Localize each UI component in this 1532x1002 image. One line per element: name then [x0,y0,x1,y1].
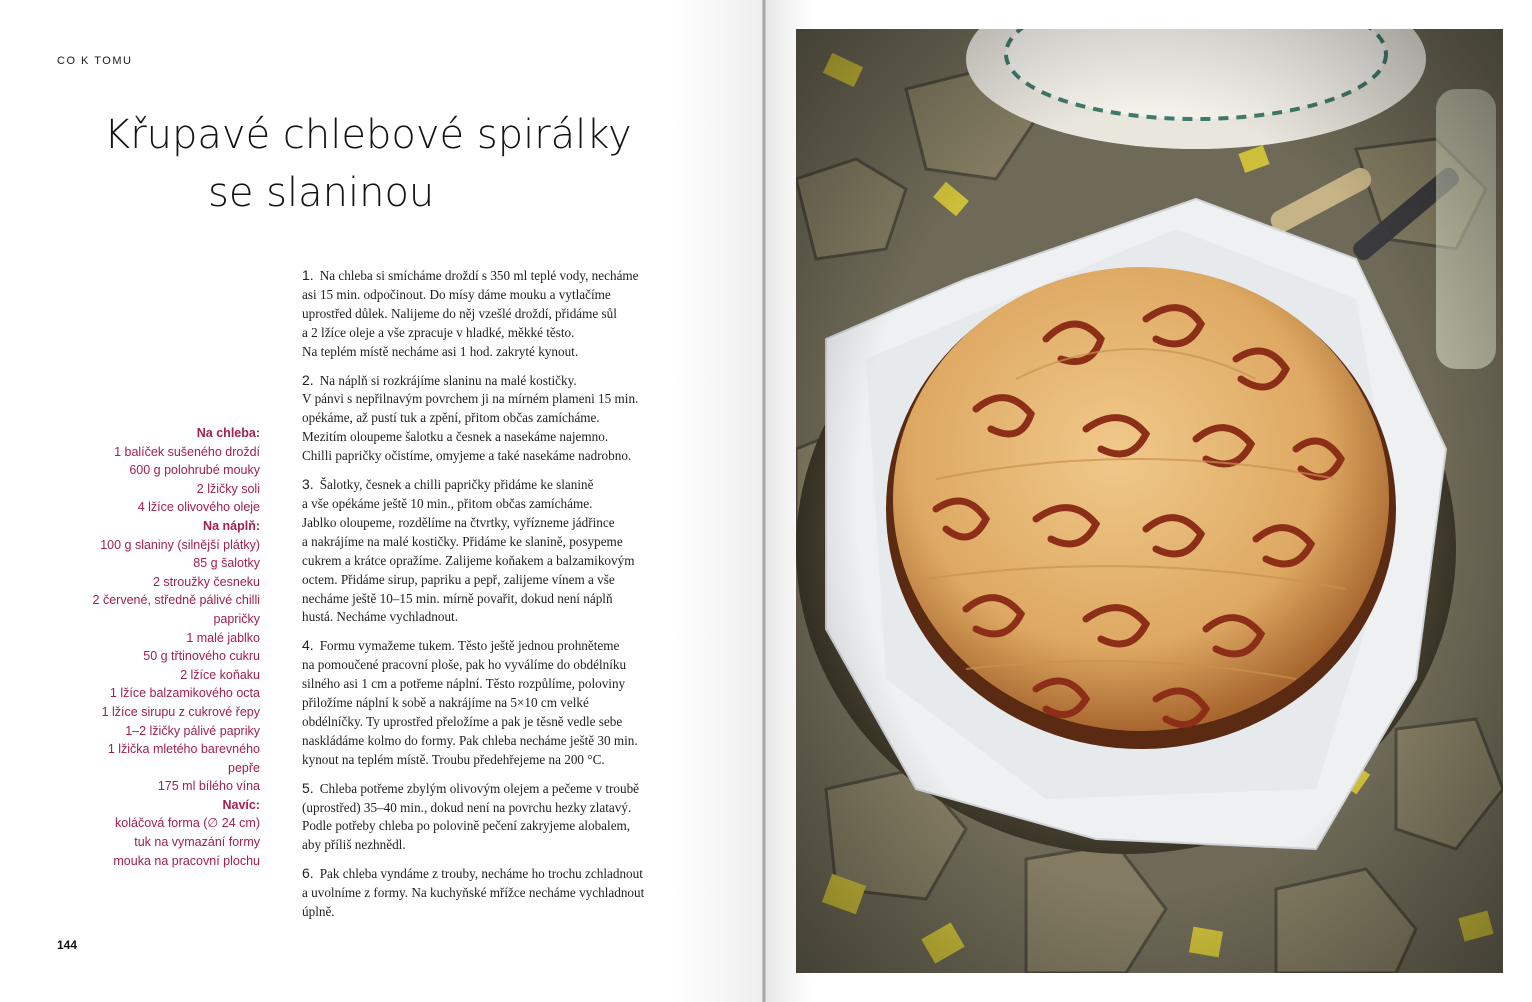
ingredient-group-heading: Na chleba: [196,426,260,440]
step-number: 5. [302,779,314,796]
instruction-step [302,475,682,627]
step-text-line: obdélníčky. Ty uprostřed přeložíme a pak je těsně vedle sebe [302,713,623,729]
step-text-line: úplně. [302,904,335,920]
ingredient-item: 85 g šalotky [193,556,260,571]
ingredient-item: 1 balíček sušeného droždí [114,444,260,459]
ingredient-item: 50 g třtinového cukru [143,649,260,664]
ingredient-item: 2 červené, středně pálivé chilli [92,593,260,608]
ingredient-item: tuk na vymazání formy [134,835,260,850]
step-text: Na náplň si rozkrájíme slaninu na malé kostičky. [319,372,577,388]
step-text-line: kynout na teplém místě. Troubu předehřejeme na 200 °C. [302,751,605,767]
step-text-line: Podle potřeby chleba po polovině pečení zakryjeme alobalem, [302,818,631,834]
step-text-line: uprostřed důlek. Nalijeme do něj vzešlé droždí, přidáme sůl [302,305,617,321]
step-text-line: Chilli papričky očistíme, omyjeme a také nasekáme nadrobno. [302,448,632,464]
left-page [0,0,764,1002]
ingredient-list [60,424,260,870]
food-photo-illustration [796,29,1503,973]
step-number: 6. [302,865,314,882]
step-text: Formu vymažeme tukem. Těsto ještě jednou prohněteme [319,638,620,654]
instruction-step [302,371,682,467]
instruction-step [302,779,682,856]
step-text-line: cukrem a krátce opražíme. Zalijeme koňakem a balzamikovým [302,552,635,568]
page-number: 144 [57,938,78,952]
step-number: 2. [302,371,314,388]
step-text-line: necháme ještě 10–15 min. mírně povařit, dokud není náplň [302,590,613,606]
step-text: Pak chleba vyndáme z trouby, necháme ho trochu zchladnout [319,866,643,882]
step-number: 1. [302,267,314,283]
step-text-line: Mezitím oloupeme šalotku a česnek a nasekáme najemno. [302,429,609,445]
step-text-line: asi 15 min. odpočinout. Do mísy dáme mouku a vytlačíme [302,286,611,302]
step-text-line [302,779,682,799]
instruction-step [302,636,682,769]
step-text-line: hustá. Necháme vychladnout. [302,609,459,625]
ingredient-item: 4 lžíce olivového oleje [137,500,260,515]
step-text-line: Jablko oloupeme, rozdělíme na čtvrtky, vyřízneme jádřince [302,514,615,530]
step-text-line: V pánvi s nepřilnavým povrchem ji na mírném plameni 15 min. [302,391,639,407]
step-text-line: opékáme, až pustí tuk a zpění, přitom občas zamícháme. [302,410,600,426]
section-label: CO K TOMU [57,55,133,67]
step-text-line: a 2 lžíce oleje a vše zpracuje v hladké, měkké těsto. [302,324,575,340]
ingredient-item: 1 lžíce sirupu z cukrové řepy [101,704,260,719]
ingredient-item: 1 malé jablko [186,630,260,645]
step-text-line: na pomoučené pracovní ploše, pak ho vyválíme do obdélníku [302,657,627,673]
step-text-line: aby příliš nezhnědl. [302,837,406,853]
step-text-line: a nakrájíme na malé kostičky. Přidáme ke slanině, posypeme [302,533,623,549]
step-text-line [302,475,682,495]
instruction-steps [302,266,682,931]
ingredient-group-heading: Navíc: [222,797,260,812]
recipe-title [104,106,724,222]
recipe-title-line-2: se slaninou [208,170,435,216]
step-text: Chleba potřeme zbylým olivovým olejem a pečeme v troubě [319,780,640,796]
step-text-line: (uprostřed) 35–40 min., dokud není na povrchu hezky zlatavý. [302,799,632,815]
ingredient-item: 1 lžíce balzamikového octa [109,686,260,701]
ingredient-item: mouka na pracovní plochu [113,853,260,868]
ingredient-item: 2 lžíce koňaku [180,667,260,682]
step-text-line [302,636,682,656]
step-number: 4. [302,637,314,654]
ingredient-item: 100 g slaniny (silnější plátky) [100,537,260,552]
ingredient-item: papričky [213,611,260,626]
ingredient-item: koláčová forma (∅ 24 cm) [115,816,260,831]
ingredient-item: 1 lžička mletého barevného [107,742,260,757]
ingredient-item: 175 ml bílého vína [157,779,260,794]
step-text: Šalotky, česnek a chilli papričky přidáme ke slanině [319,477,594,493]
step-text-line: naskládáme kolmo do formy. Pak chleba necháme ještě 30 min. [302,732,638,748]
step-text-line: octem. Přidáme sirup, papriku a pepř, zalijeme vínem a vše [302,571,615,587]
food-photo [796,29,1503,973]
step-text-line [302,864,682,884]
ingredient-item: 2 stroužky česneku [153,574,260,589]
ingredient-group-heading: Na náplň: [203,518,260,533]
step-text-line: silného asi 1 cm a potřeme náplní. Těsto rozpůlíme, poloviny [302,676,626,692]
step-text: Na chleba si smícháme droždí s 350 ml teplé vody, necháme [319,268,639,283]
step-number: 3. [302,476,314,493]
step-text-line [302,266,682,286]
recipe-title-line-1: Křupavé chlebové spirálky [104,112,632,158]
step-text-line: Na teplém místě necháme asi 1 hod. zakryté kynout. [302,343,579,359]
ingredient-item: 2 lžičky soli [196,481,260,496]
ingredient-item: 600 g polohrubé mouky [129,463,260,478]
instruction-step [302,864,682,922]
step-text-line: přiložíme náplní k sobě a nakrájíme na 5×10 cm velké [302,695,589,711]
ingredient-item: pepře [228,760,260,775]
step-text-line: a uvolníme z formy. Na kuchyňské mřížce necháme vychladnout [302,885,645,901]
step-text-line [302,371,682,391]
instruction-step [302,266,682,362]
step-text-line: a vše opékáme ještě 10 min., přitom občas zamícháme. [302,495,593,511]
ingredient-item: 1–2 lžičky pálivé papriky [125,723,260,738]
